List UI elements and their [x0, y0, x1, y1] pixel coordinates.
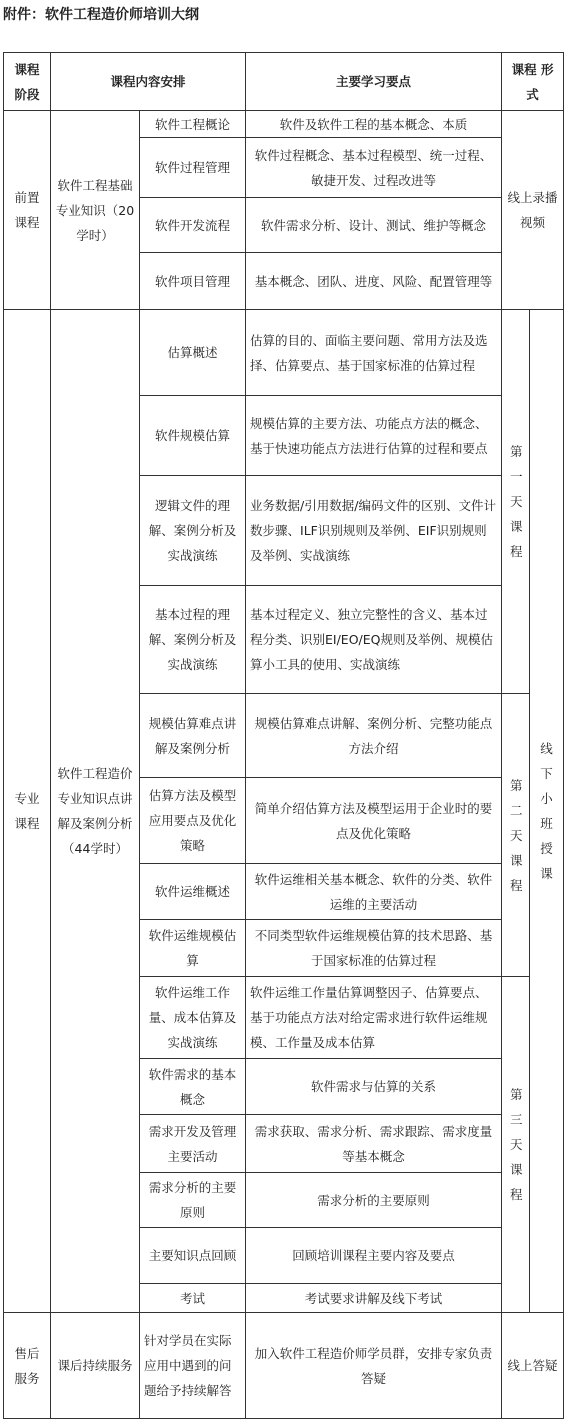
- points-cell: 软件过程概念、基本过程模型、统一过程、敏捷开发、过程改进等: [246, 138, 502, 198]
- points-cell: 回顾培训课程主要内容及要点: [246, 1228, 502, 1284]
- header-format: 课程 形式: [502, 53, 564, 111]
- points-cell: 考试要求讲解及线下考试: [246, 1284, 502, 1313]
- topic-cell: 针对学员在实际应用中遇到的问题给予持续解答: [140, 1313, 246, 1419]
- day-cell: 第一天课程: [502, 310, 530, 694]
- topic-cell: 逻辑文件的理解、案例分析及实战演练: [140, 476, 246, 586]
- points-cell: 简单介绍估算方法及模型运用于企业时的要点及优化策略: [246, 778, 502, 864]
- points-cell: 软件需求分析、设计、测试、维护等概念: [246, 198, 502, 253]
- points-cell: 软件运维相关基本概念、软件的分类、软件运维的主要活动: [246, 864, 502, 920]
- syllabus-table: [3, 52, 564, 1419]
- header-row: [4, 53, 564, 111]
- header-content: 课程内容安排: [51, 53, 246, 111]
- module-cell: 软件工程基础专业知识（20学时）: [51, 111, 140, 310]
- points-cell: 规模估算的主要方法、功能点方法的概念、基于快速功能点方法进行估算的过程和要点: [246, 396, 502, 476]
- module-cell: 课后持续服务: [51, 1313, 140, 1419]
- table-row: [4, 310, 564, 396]
- header-stage: 课程阶段: [4, 53, 51, 111]
- table-row: [4, 111, 564, 138]
- topic-cell: 软件过程管理: [140, 138, 246, 198]
- format-cell: 线上录播视频: [502, 111, 564, 310]
- points-cell: 需求分析的主要原则: [246, 1173, 502, 1228]
- topic-cell: 软件工程概论: [140, 111, 246, 138]
- topic-cell: 软件运维概述: [140, 864, 246, 920]
- page-title: 附件：软件工程造价师培训大纲: [3, 7, 199, 23]
- topic-cell: 软件开发流程: [140, 198, 246, 253]
- topic-cell: 规模估算难点讲解及案例分析: [140, 694, 246, 778]
- topic-cell: 需求开发及管理主要活动: [140, 1115, 246, 1173]
- topic-cell: 软件运维工作量、成本估算及实战演练: [140, 977, 246, 1059]
- points-cell: 不同类型软件运维规模估算的技术思路、基于国家标准的估算过程: [246, 920, 502, 977]
- table-row: [4, 1313, 564, 1419]
- day-cell: 第二天课程: [502, 694, 530, 977]
- module-cell: 软件工程造价专业知识点讲解及案例分析（44学时）: [51, 310, 140, 1313]
- topic-cell: 软件项目管理: [140, 253, 246, 310]
- format-cell: 线上答疑: [502, 1313, 564, 1419]
- points-cell: 加入软件工程造价师学员群，安排专家负责答疑: [246, 1313, 502, 1419]
- points-cell: 业务数据/引用数据/编码文件的区别、文件计数步骤、ILF识别规则及举例、EIF识别规则及举例、实战演练: [246, 476, 502, 586]
- points-cell: 基本过程定义、独立完整性的含义、基本过程分类、识别EI/EO/EQ规则及举例、规模估算小工具的使用、实战演练: [246, 586, 502, 694]
- topic-cell: 估算方法及模型应用要点及优化策略: [140, 778, 246, 864]
- stage-cell: 前置课程: [4, 111, 51, 310]
- topic-cell: 软件需求的基本概念: [140, 1059, 246, 1115]
- points-cell: 软件运维工作量估算调整因子、估算要点、基于功能点方法对给定需求进行软件运维规模、工作量及成本估算: [246, 977, 502, 1059]
- points-cell: 基本概念、团队、进度、风险、配置管理等: [246, 253, 502, 310]
- header-points: 主要学习要点: [246, 53, 502, 111]
- topic-cell: 估算概述: [140, 310, 246, 396]
- points-cell: 估算的目的、面临主要问题、常用方法及选择、估算要点、基于国家标准的估算过程: [246, 310, 502, 396]
- topic-cell: 软件运维规模估算: [140, 920, 246, 977]
- topic-cell: 主要知识点回顾: [140, 1228, 246, 1284]
- topic-cell: 基本过程的理解、案例分析及实战演练: [140, 586, 246, 694]
- day-cell: 第三天课程: [502, 977, 530, 1313]
- points-cell: 软件需求与估算的关系: [246, 1059, 502, 1115]
- topic-cell: 软件规模估算: [140, 396, 246, 476]
- topic-cell: 需求分析的主要原则: [140, 1173, 246, 1228]
- points-cell: 软件及软件工程的基本概念、本质: [246, 111, 502, 138]
- stage-cell: 售后服务: [4, 1313, 51, 1419]
- topic-cell: 考试: [140, 1284, 246, 1313]
- points-cell: 需求获取、需求分析、需求跟踪、需求度量等基本概念: [246, 1115, 502, 1173]
- format-cell: 线下小班授课: [530, 310, 564, 1313]
- points-cell: 规模估算难点讲解、案例分析、完整功能点方法介绍: [246, 694, 502, 778]
- stage-cell: 专业课程: [4, 310, 51, 1313]
